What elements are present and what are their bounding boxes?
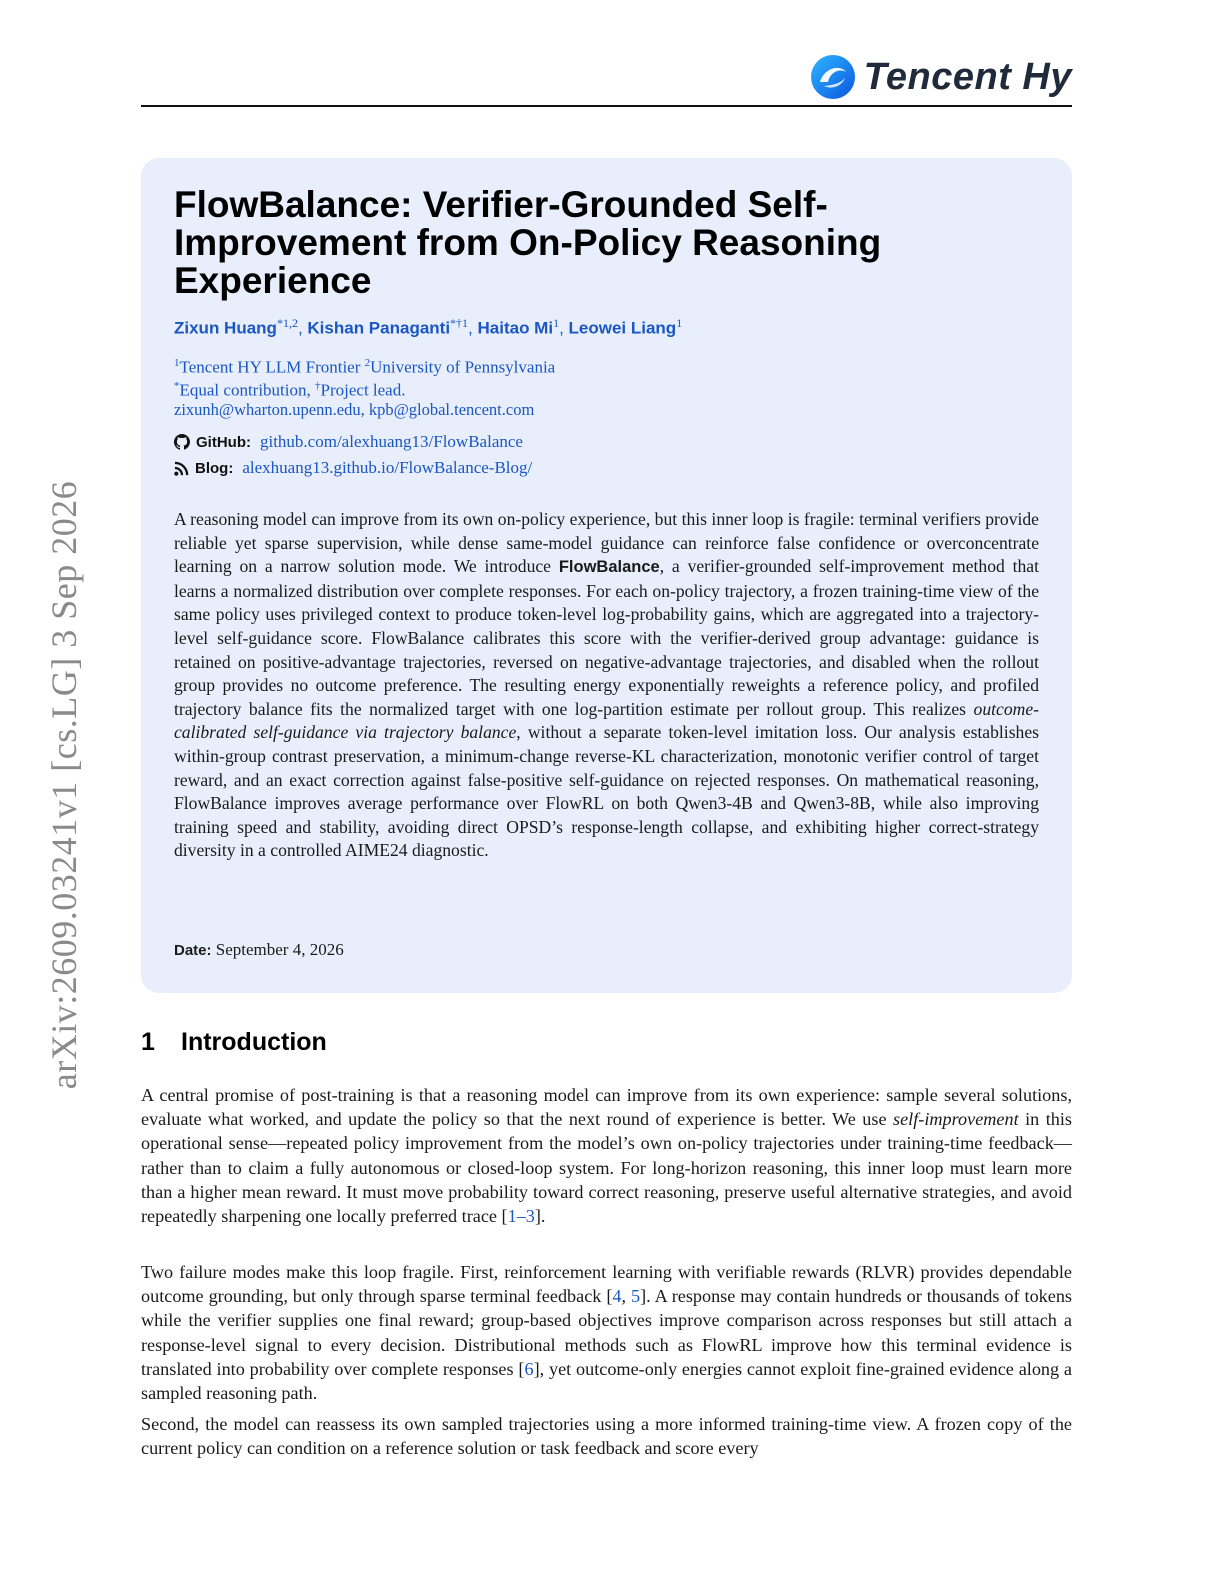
affiliation-2: University of Pennsylvania [370, 357, 556, 377]
method-name: FlowBalance [558, 558, 660, 577]
paper-title: FlowBalance: Verifier-Grounded Self-Improvement from On-Policy Reasoning Experience [174, 184, 882, 301]
blog-link[interactable]: alexhuang13.github.io/FlowBalance-Blog/ [242, 458, 533, 477]
github-label: GitHub: [196, 433, 251, 451]
affiliations: $^1$Tencent HY LLM Frontier $^2$University of Pennsylvania [174, 357, 556, 377]
contribution-notes: *Equal contribution, †Project lead. [174, 380, 406, 400]
abstract-text: A reasoning model can improve from its own on-policy experience, but this inner loop is fragile: terminal verifiers provide reliable yet sparse supervision, while dense same-model guidance can reinforce false confidence or overconcentrate learning on a narrow solution mode. We introduce FlowBalance, a verifier-grounded self-improvement method that learns a normalized distribution over complete responses. For each on-policy trajectory, a frozen training-time view of the same policy uses privileged context to produce token-level log-probability gains, which are aggregated into a trajectory-level self-guidance score. FlowBalance calibrates this score with the verifier-derived group advantage: guidance is retained on positive-advantage trajectories, reversed on negative-advantage trajectories, and disabled when the rollout group provides no outcome preference. The resulting energy exponentially reweights a reference policy, and profiled trajectory balance fits the normalized target with one log-partition estimate per rollout group. This realizes outcome-calibrated self-guidance via trajectory balance, without a separate token-level imitation loss. Our analysis establishes within-group contrast preservation, a minimum-change reverse-KL characterization, monotonic verifier control of target reward, and an exact correction against false-positive self-guidance on rejected responses. On mathematical reasoning, FlowBalance improves average performance over FlowRL on both Qwen3-4B and Qwen3-8B, while also improving training speed and stability, avoiding direct OPSD’s response-length collapse, and exhibiting higher correct-strategy diversity in a controlled AIME24 diagnostic. [174, 509, 1040, 861]
author-name[interactable]: Haitao Mi [477, 318, 554, 338]
header-rule [141, 105, 1072, 107]
section-heading-introduction [141, 1028, 327, 1057]
equal-contribution-note: Equal contribution, [179, 380, 311, 400]
tencent-logo-icon [810, 54, 856, 100]
author-marks: *1,2 [276, 316, 298, 330]
github-link-row [174, 432, 523, 452]
date-label: Date: [174, 942, 212, 959]
arxiv-stamp-text: arXiv:2609.03241v1 [cs.LG] 3 Sep 2026 [44, 480, 84, 1090]
github-link[interactable]: github.com/alexhuang13/FlowBalance [259, 432, 523, 451]
author-marks: 1 [676, 316, 683, 330]
blog-link-row [174, 458, 532, 478]
author-marks: 1 [553, 316, 560, 330]
author-list: Zixun Huang$^{*1,2}$, Kishan Panaganti$^{*\dagger 1}$, Haitao Mi$^1$, Leowei Liang$^1$ [174, 316, 683, 338]
section-title: Introduction [181, 1028, 327, 1056]
citation-link[interactable]: 5 [630, 1286, 641, 1307]
citation-link[interactable]: 6 [524, 1358, 534, 1379]
intro-paragraph-1: A central promise of post-training is that a reasoning model can improve from its own experience: sample several solutions, evaluate what worked, and update the policy so that the next round of experience is better. We use self-improvement in this operational sense—repeated policy improvement from the model’s own on-policy trajectories under training-time feedback—rather than to claim a fully autonomous or closed-loop system. For long-horizon reasoning, this inner loop must learn more than a higher mean reward. It must move probability toward correct reasoning, preserve useful alternative strategies, and avoid repeatedly sharpening one locally preferred trace [1–3]. [141, 1085, 1072, 1227]
affiliation-1: Tencent HY LLM Frontier [179, 357, 361, 377]
intro-paragraph-2: Two failure modes make this loop fragile. First, reinforcement learning with verifiable rewards (RLVR) provides dependable outcome grounding, but only through sparse terminal feedback [4, 5]. A response may contain hundreds or thousands of tokens while the verifier supplies one final reward; group-based objectives improve comparison across responses but still attach a response-level signal to every decision. Distributional methods such as FlowRL improve how this terminal evidence is translated into probability over complete responses [6], yet outcome-only energies cannot exploit fine-grained evidence along a sampled reasoning path. [141, 1262, 1072, 1404]
paper-date [174, 940, 344, 960]
blog-label: Blog: [195, 459, 234, 477]
section-number: 1 [141, 1028, 155, 1056]
logo-wordmark: Tencent Hy [863, 56, 1072, 98]
author-name[interactable]: Zixun Huang [174, 318, 277, 338]
citation-link[interactable]: 1–3 [507, 1206, 535, 1227]
tencent-hy-logo [810, 54, 1072, 100]
author-name[interactable]: Leowei Liang [568, 318, 677, 338]
rss-icon [174, 461, 189, 476]
date-value: September 4, 2026 [215, 940, 344, 959]
author-marks: *†1 [450, 316, 469, 330]
author-name[interactable]: Kishan Panaganti [307, 318, 451, 338]
project-lead-note: Project lead. [320, 380, 406, 400]
intro-paragraph-3: Second, the model can reassess its own sampled trajectories using a more informed training-time view. A frozen copy of the current policy can condition on a reference solution or task feedback and score every [141, 1414, 1072, 1459]
github-icon [174, 434, 190, 450]
citation-link[interactable]: 4 [612, 1286, 622, 1307]
author-emails[interactable]: zixunh@wharton.upenn.edu, kpb@global.tencent.com [174, 400, 535, 419]
